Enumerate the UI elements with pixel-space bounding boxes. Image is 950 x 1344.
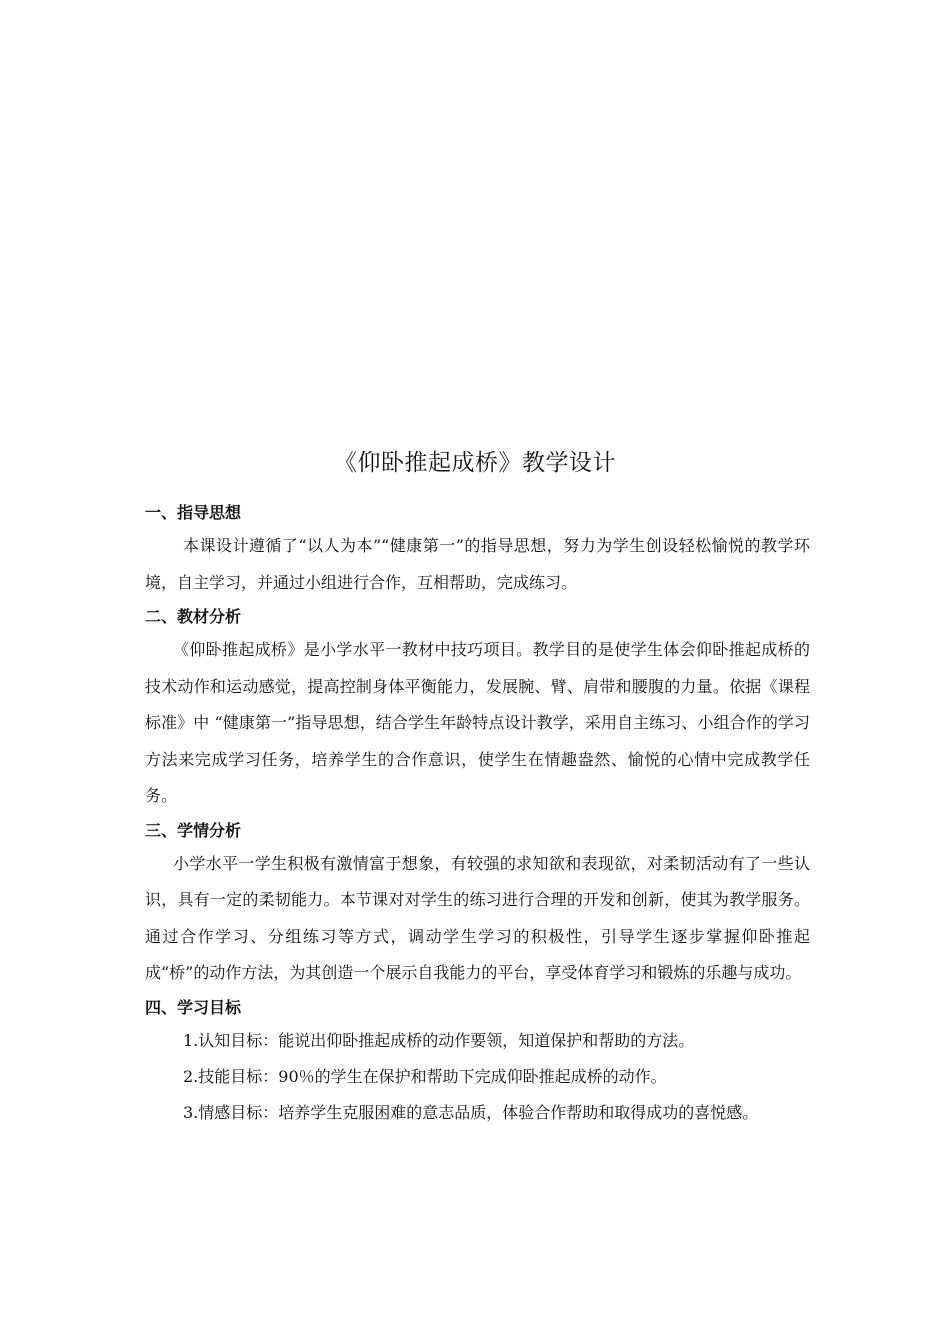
- section-paragraph: 《仰卧推起成桥》是小学水平一教材中技巧项目。教学目的是使学生体会仰卧推起成桥的技术动作和运动感觉，提高控制身体平衡能力，发展腕、臂、肩带和腰腹的力量。依据《课程标准》中 “健康第一”指导思想，结合学生年龄特点设计教学，采用自主练习、小组合作的学习方法来完成学习任务，培养学生的合作意识，使学生在情趣盎然、愉悦的心情中完成教学任务。: [145, 640, 810, 805]
- section-learning-objectives: [145, 993, 810, 1131]
- section-material-analysis: [145, 602, 810, 815]
- section-heading: 二、教材分析: [145, 607, 242, 626]
- section-heading: 一、指导思想: [145, 503, 242, 522]
- section-guiding-ideology: [145, 498, 810, 601]
- objective-item: 2.技能目标：90％的学生在保护和帮助下完成仰卧推起成桥的动作。: [183, 1066, 667, 1086]
- section-student-analysis: [145, 816, 810, 992]
- section-heading: 三、学情分析: [145, 820, 242, 840]
- section-paragraph: 小学水平一学生积极有激情富于想象，有较强的求知欲和表现欲，对柔韧活动有了一些认识，具有一定的柔韧能力。本节课对对学生的练习进行合理的开发和创新，使其为教学服务。通过合作学习、分组练习等方式，调动学生学习的积极性，引导学生逐步掌握仰卧推起成“桥”的动作方法，为其创造一个展示自我能力的平台，享受体育学习和锻炼的乐趣与成功。: [145, 853, 810, 982]
- document-title: 《仰卧推起成桥》教学设计: [334, 450, 616, 476]
- section-heading: 四、学习目标: [145, 997, 242, 1017]
- section-paragraph: 本课设计遵循了“以人为本”“健康第一”的指导思想，努力为学生创设轻松愉悦的教学环境，自主学习，并通过小组进行合作，互相帮助，完成练习。: [145, 536, 810, 592]
- objective-item: 1.认知目标：能说出仰卧推起成桥的动作要领，知道保护和帮助的方法。: [183, 1030, 695, 1050]
- document-body: [145, 498, 810, 1131]
- objective-item: 3.情感目标：培养学生克服困难的意志品质，体验合作帮助和取得成功的喜悦感。: [183, 1102, 759, 1122]
